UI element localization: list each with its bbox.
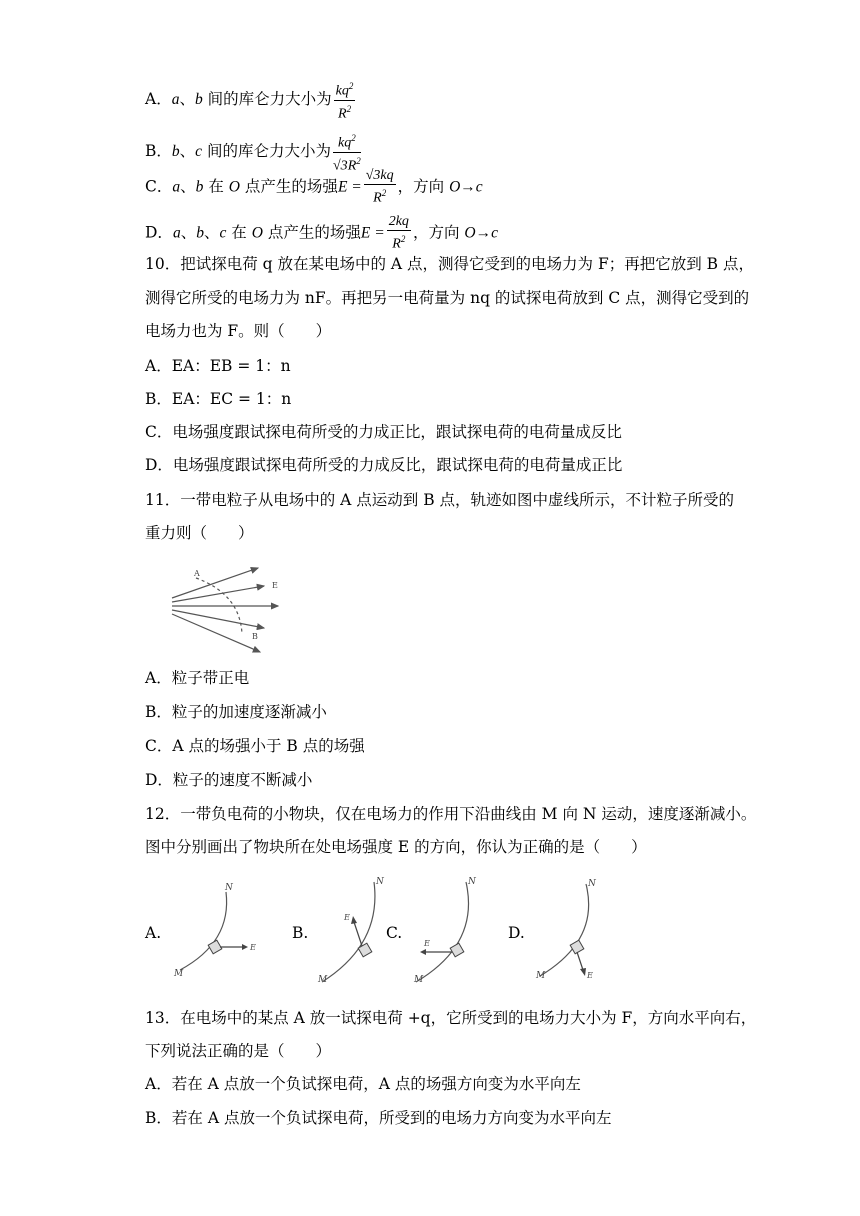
- n-label: N: [225, 883, 233, 893]
- q11-stem-line1: 11．一带电粒子从电场中的 A 点运动到 B 点，轨迹如图中虚线所示，不计粒子所受的: [145, 491, 735, 509]
- q12-stem-line2: 图中分别画出了物块所在处电场强度 E 的方向，你认为正确的是（ ）: [145, 838, 647, 856]
- q11-option-c: C．A 点的场强小于 B 点的场强: [145, 737, 365, 755]
- m-label: M: [414, 975, 424, 984]
- m-label: M: [536, 971, 546, 981]
- q13-stem-line1: 13．在电场中的某点 A 放一试探电荷 +q，它所受到的电场力大小为 F，方向水平向右，: [145, 1009, 757, 1027]
- fraction: $\frac{kq^2}{R^2}$: [334, 78, 356, 122]
- m-label: M: [318, 975, 328, 984]
- q12-option-c-label: C.: [386, 924, 403, 942]
- n-label: N: [376, 877, 384, 887]
- q10-option-a: A．EA：EB = 1：n: [145, 357, 291, 375]
- q13-option-b: B．若在 A 点放一个负试探电荷，所受到的电场力方向变为水平向左: [145, 1109, 612, 1127]
- e-label: E: [250, 943, 256, 952]
- q11-option-b: B．粒子的加速度逐渐减小: [145, 703, 327, 721]
- q11-stem-line2: 重力则（ ）: [145, 524, 254, 542]
- e-label: E: [344, 913, 350, 922]
- q9-option-a: A．a、b 间的库仑力大小为 $\frac{kq^2}{R^2}$: [145, 78, 357, 122]
- q9-option-b: B．b、c 间的库仑力大小为 $\frac{kq^2}{√3R^2}$: [145, 130, 363, 174]
- n-label: N: [588, 879, 596, 889]
- q11-option-d: D．粒子的速度不断减小: [145, 771, 313, 789]
- q12-option-a-label: A.: [145, 924, 162, 942]
- m-label: M: [174, 969, 184, 979]
- q12-option-d-figure: [530, 876, 610, 986]
- q11-option-a: A．粒子带正电: [145, 669, 250, 687]
- q12-option-d-label: D.: [508, 924, 525, 942]
- q10-option-d: D．电场强度跟试探电荷所受的力成反比，跟试探电荷的电荷量成正比: [145, 456, 623, 474]
- n-label: N: [468, 877, 476, 887]
- q12-option-b-label: B.: [292, 924, 309, 942]
- q11-field-diagram: [160, 560, 290, 660]
- q13-stem-line2: 下列说法正确的是（ ）: [145, 1042, 332, 1060]
- q10-option-c: C．电场强度跟试探电荷所受的力成正比，跟试探电荷的电荷量成反比: [145, 423, 622, 441]
- q12-option-a-figure: [170, 882, 260, 982]
- q12-option-b-figure: [312, 874, 392, 984]
- q12-option-c-figure: [412, 874, 492, 984]
- q10-stem-line2: 测得它所受的电场力为 nF。再把另一电荷量为 nq 的试探电荷放到 C 点，测得它受到的: [145, 289, 750, 307]
- e-label: E: [587, 971, 593, 980]
- q9-option-c: C．a、b 在 O 点产生的场强E = $\frac{√3kq}{R^2}$ ，方向 O→c: [145, 168, 483, 206]
- field-e-label: E: [272, 581, 278, 590]
- q10-stem-line3: 电场力也为 F。则（ ）: [145, 322, 332, 340]
- q10-option-b: B．EA：EC = 1：n: [145, 390, 292, 408]
- point-b-label: B: [252, 632, 258, 641]
- q13-option-a: A．若在 A 点放一个负试探电荷，A 点的场强方向变为水平向左: [145, 1075, 581, 1093]
- fraction: $\frac{2kq}{R^2}$: [388, 214, 409, 252]
- q12-stem-line1: 12．一带负电荷的小物块，仅在电场力的作用下沿曲线由 M 向 N 运动，速度逐渐减小。: [145, 805, 757, 823]
- point-a-label: A: [194, 569, 200, 578]
- e-label: E: [424, 939, 430, 948]
- fraction: $\frac{√3kq}{R^2}$: [365, 168, 394, 206]
- fraction: $\frac{kq^2}{√3R^2}$: [333, 130, 361, 174]
- q9-option-d: D．a、b、c 在 O 点产生的场强E = $\frac{2kq}{R^2}$ ，方向 O→c: [145, 214, 498, 252]
- q10-stem-line1: 10．把试探电荷 q 放在某电场中的 A 点，测得它受到的电场力为 F；再把它放到 B 点，: [145, 255, 754, 273]
